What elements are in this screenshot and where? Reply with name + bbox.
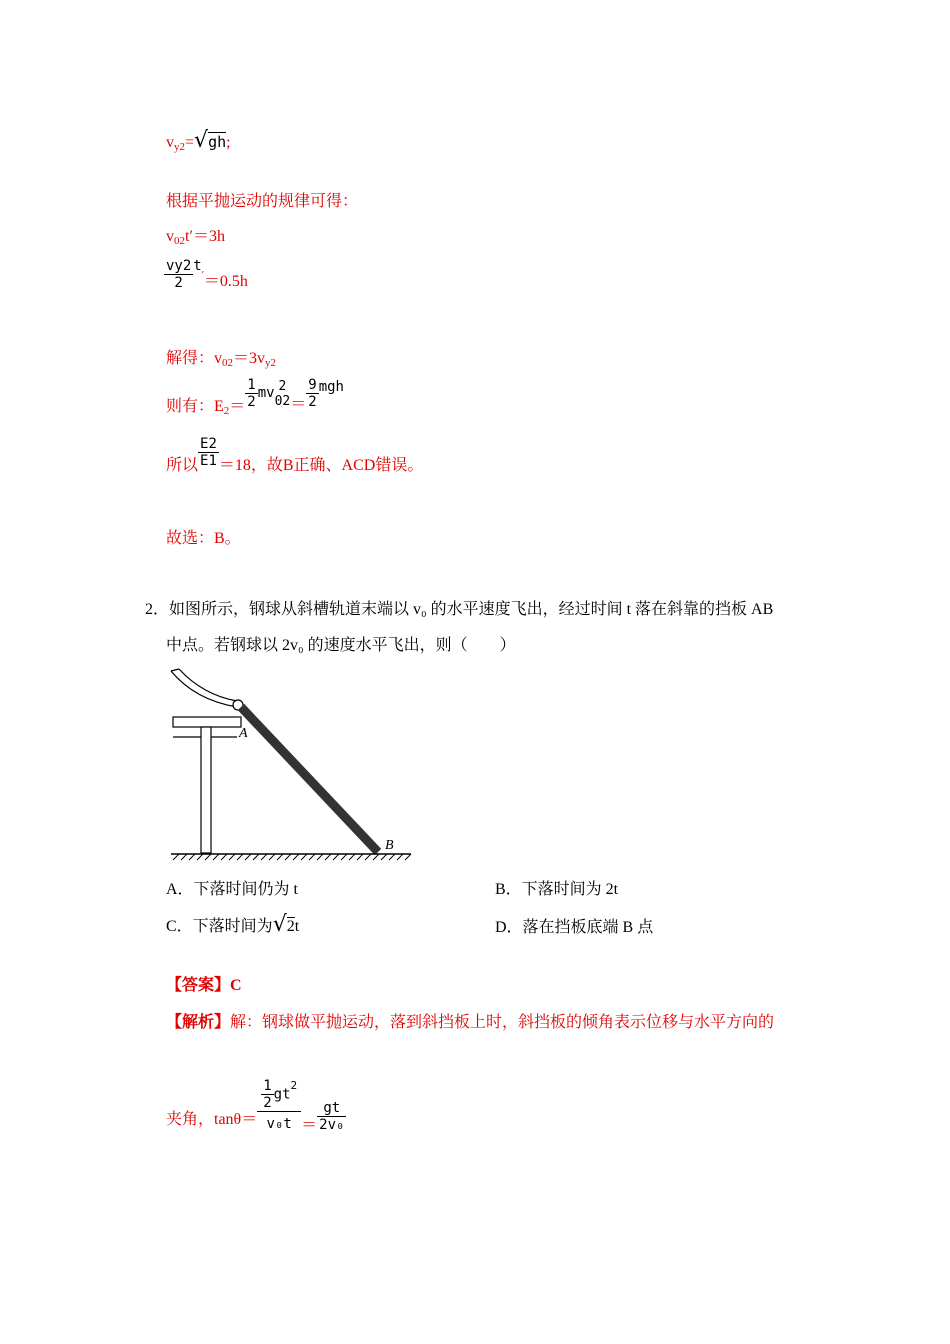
ratio-line: 所以 $\frac{E2}{E1}$ ＝18，故B正确、ACD错误。 — [166, 436, 424, 475]
choose-line: 故选：B。 — [166, 530, 241, 547]
question-line-2: 中点。若钢球以 2v₀ 的速度水平飞出，则（ ） — [166, 637, 516, 654]
chute-curve-inner — [179, 669, 237, 701]
option-c[interactable]: C．下落时间为√2t — [166, 912, 300, 937]
option-b[interactable]: B．下落时间为 2t — [495, 881, 619, 898]
solve-line: 解得：$v_{02}=3v_{y2}$ — [166, 350, 277, 369]
option-d[interactable]: D．落在挡板底端 B 点 — [495, 919, 654, 936]
equation-2: $\frac{vy2}{2}$ t′＝0.5h — [166, 258, 248, 291]
answer-label: 【答案】C — [166, 977, 242, 994]
table-leg — [201, 727, 211, 853]
table-top — [173, 717, 241, 727]
sqrt-symbol: √ — [194, 128, 209, 153]
ramp-diagram — [165, 665, 415, 865]
analysis-line: 【解析】解：钢球做平抛运动，落到斜挡板上时，斜挡板的倾角表示位移与水平方向的 — [166, 1014, 775, 1031]
vy2-equation: $v_{y2}=√gh$; — [166, 128, 231, 153]
board-ab — [241, 707, 378, 852]
label-a: A — [239, 726, 248, 741]
question-line-1: 2．如图所示，钢球从斜槽轨道末端以 v₀ 的水平速度飞出，经过时间 t 落在斜靠的挡板 AB — [145, 601, 774, 618]
option-a[interactable]: A．下落时间仍为 t — [166, 881, 299, 898]
equation-1: $v_{02}t'=3h$ — [166, 228, 225, 247]
energy-line: 则有：$E_2=$ $\frac{1}{2}$ mv 2 02 ＝ $\frac{9}{2}$ mgh — [166, 377, 344, 418]
rule-line: 根据平抛运动的规律可得： — [166, 193, 359, 210]
label-b: B — [385, 838, 394, 853]
ground-hatch — [173, 854, 411, 860]
tan-equation: 夹角，tanθ＝ $\frac{1}{2}$ $gt^2$ v₀t ＝ $\frac{gt}{\text{2v₀}}$ — [166, 1078, 345, 1134]
